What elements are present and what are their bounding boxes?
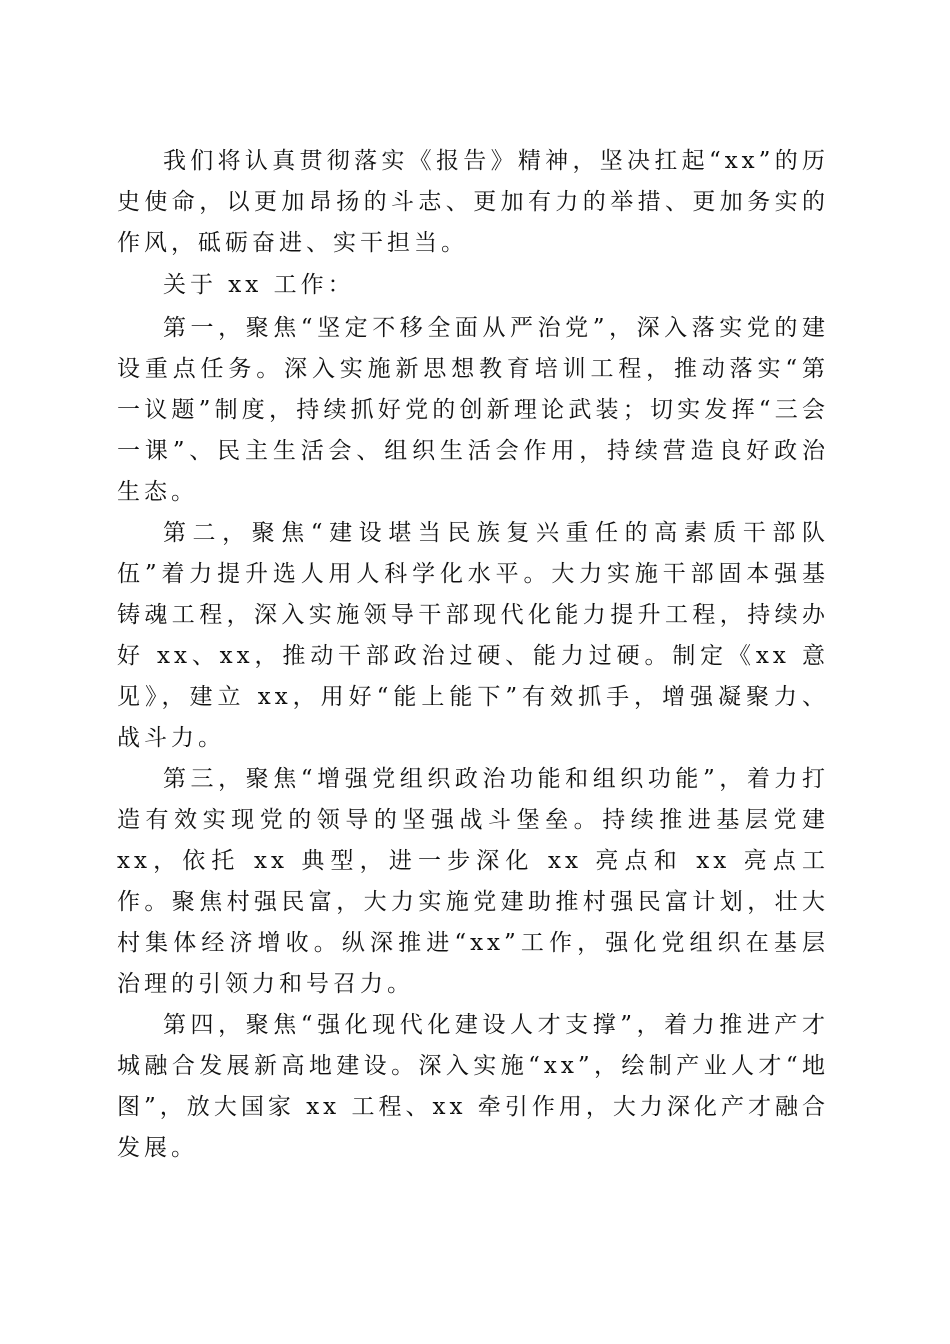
- point-one-paragraph: 第一，聚焦“坚定不移全面从严治党”，深入落实党的建设重点任务。深入实施新思想教育培训工程，推动落实“第一议题”制度，持续抓好党的创新理论武装；切实发挥“三会一课”、民主生活会、组织生活会作用，持续营造良好政治生态。: [117, 315, 829, 505]
- point-four-paragraph: 第四，聚焦“强化现代化建设人才支撑”，着力推进产才城融合发展新高地建设。深入实施“xx”，绘制产业人才“地图”，放大国家 xx 工程、xx 牵引作用，大力深化产才融合发展。: [117, 1012, 829, 1161]
- intro-paragraph: 我们将认真贯彻落实《报告》精神，坚决扛起“xx”的历史使命，以更加昂扬的斗志、更加有力的举措、更加务实的作风，砥砺奋进、实干担当。: [117, 148, 829, 256]
- point-two-paragraph: 第二，聚焦“建设堪当民族复兴重任的高素质干部队伍”着力提升选人用人科学化水平。大力实施干部固本强基铸魂工程，深入实施领导干部现代化能力提升工程，持续办好 xx、xx，推动干部政治过硬、能力过硬。制定《xx 意见》，建立 xx，用好“能上能下”有效抓手，增强凝聚力、战斗力。: [117, 520, 829, 751]
- point-three-paragraph: 第三，聚焦“增强党组织政治功能和组织功能”，着力打造有效实现党的领导的坚强战斗堡垒。持续推进基层党建 xx，依托 xx 典型，进一步深化 xx 亮点和 xx 亮点工作。聚焦村强民富，大力实施党建助推村强民富计划，壮大村集体经济增收。纵深推进“xx”工作，强化党组织在基层治理的引领力和号召力。: [117, 766, 829, 997]
- document-body: [117, 141, 829, 1169]
- section-heading: 关于 xx 工作：: [163, 272, 355, 298]
